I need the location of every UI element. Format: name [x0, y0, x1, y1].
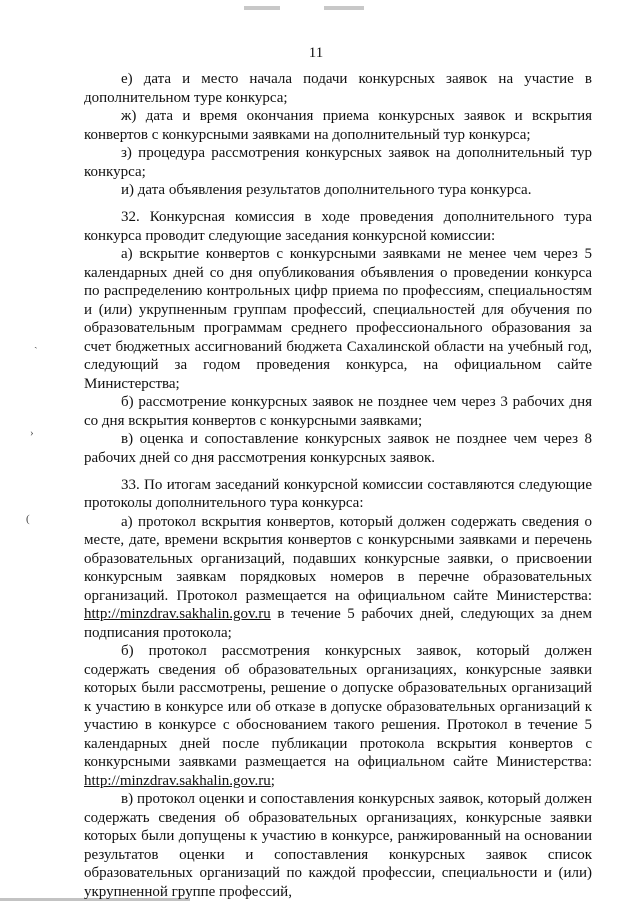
paragraph-33-b	[84, 642, 592, 790]
margin-mark-2: ›	[30, 427, 34, 439]
ministry-website-link-2[interactable]: http://minzdrav.sakhalin.gov.ru	[84, 772, 271, 789]
paragraph-33: 33. По итогам заседаний конкурсной комиссии составляются следующие протоколы дополнительного тура конкурса:	[84, 476, 592, 511]
paragraph-33-b-tail: ;	[270, 772, 275, 789]
scan-artifact-top-left	[244, 6, 280, 10]
paragraph-i: и) дата объявления результатов дополнительного тура конкурса.	[121, 182, 532, 198]
paragraph-32: 32. Конкурсная комиссия в ходе проведения дополнительного тура конкурса проводит следующие заседания конкурсной комиссии:	[84, 209, 592, 244]
paragraph-32-b: б) рассмотрение конкурсных заявок не позднее чем через 3 рабочих дня со дня вскрытия конвертов с конкурсными заявками;	[84, 394, 592, 429]
paragraph-33-b-text: б) протокол рассмотрения конкурсных заявок, который должен содержать сведения об образовательных организациях, конкурсные заявки которых были рассмотрены, решение о допуске образовательных организаций к участию в конкурсе или об отказе в допуске образовательных организаций к участию в конкурсе с обоснованием такого решения. Протокол в течение 5 календарных дней после публикации протокола вскрытия конвертов с конкурсными заявками размещается на официальном сайте Министерства:	[84, 643, 592, 770]
paragraph-zh: ж) дата и время окончания приема конкурсных заявок и вскрытия конвертов с конкурсными заявками на дополнительный тур конкурса;	[84, 108, 592, 143]
ministry-website-link[interactable]: http://minzdrav.sakhalin.gov.ru	[84, 606, 271, 622]
paragraph-33-a	[84, 513, 592, 643]
paragraph-33-a-tail: в течение 5 рабочих дней, следующих за днем подписания протокола;	[84, 606, 592, 641]
margin-mark-3: (	[26, 513, 30, 525]
page-number: 11	[308, 45, 324, 61]
paragraph-32-a: а) вскрытие конвертов с конкурсными заявками не менее чем через 5 календарных дней со дня опубликования объявления о проведении конкурса по распределению контрольных цифр приема по профессиям, специальностям и (или) укрупненным группам профессий, специальностей для обучения по образовательным программам среднего профессионального образования за счет бюджетных ассигнований бюджета Сахалинской области на учебный год, следующий за годом проведения конкурса, на официальном сайте Министерства;	[84, 246, 592, 392]
paragraph-33-a-text: а) протокол вскрытия конвертов, который должен содержать сведения о месте, дате, времени вскрытия конвертов с конкурсными заявками и перечень образовательных организаций, подавших конкурсные заявки, о присвоении конкурсным заявкам порядковых номеров в перечне образовательных организаций. Протокол размещается на официальном сайте Министерства:	[84, 513, 592, 604]
paragraph-32-v: в) оценка и сопоставление конкурсных заявок не позднее чем через 8 рабочих дней со дня рассмотрения конкурсных заявок.	[84, 431, 592, 466]
paragraph-e: е) дата и место начала подачи конкурсных заявок на участие в дополнительном туре конкурса;	[84, 71, 592, 106]
document-body	[84, 70, 592, 901]
paragraph-z: з) процедура рассмотрения конкурсных заявок на дополнительный тур конкурса;	[84, 145, 592, 180]
scan-artifact-top-right	[324, 6, 364, 10]
paragraph-33-v: в) протокол оценки и сопоставления конкурсных заявок, который должен содержать сведения об образовательных организациях, конкурсные заявки которых были допущены к участию в конкурсе, ранжированный на основании результатов оценки и сопоставления конкурсных заявок список образовательных организаций по каждой профессии, специальности и (или) укрупненной группе профессий,	[84, 791, 592, 900]
margin-mark-1: ˎ	[34, 337, 38, 349]
